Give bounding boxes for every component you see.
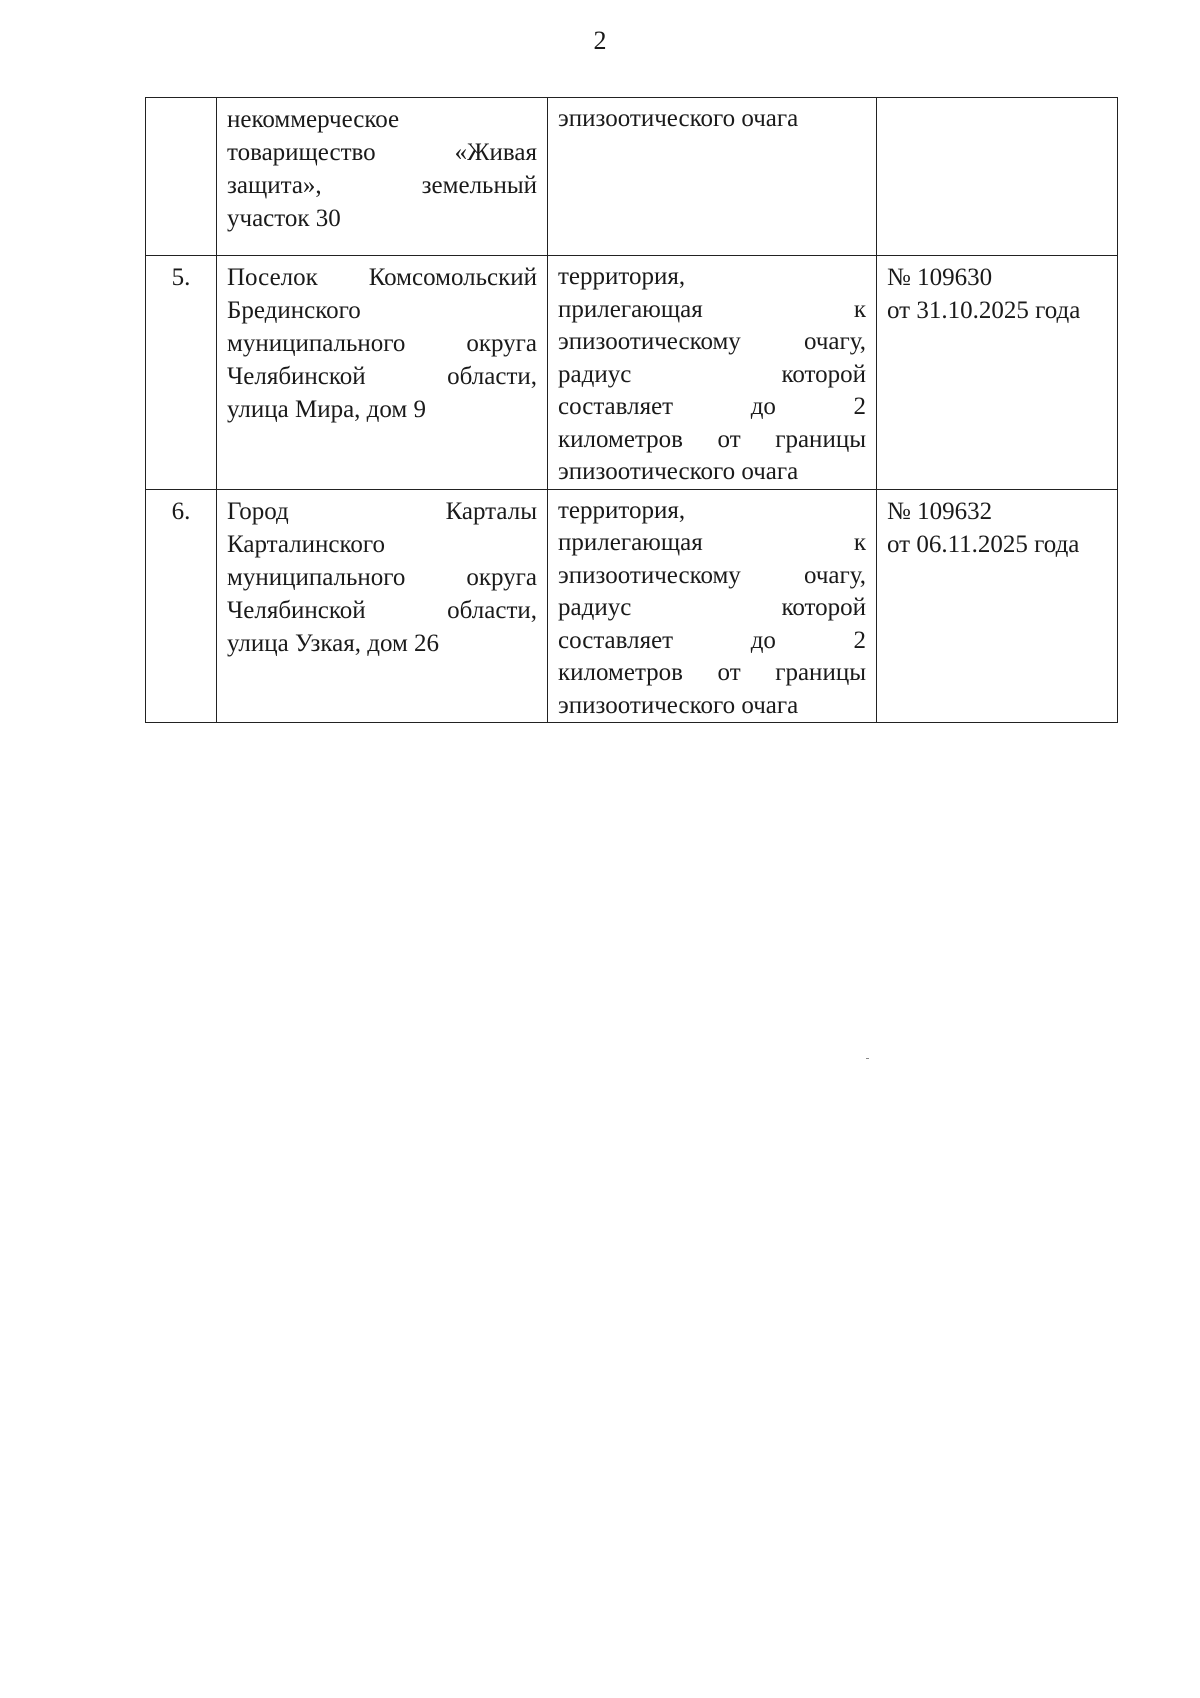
row-number <box>146 98 217 256</box>
territory-cell <box>548 489 877 723</box>
address-line: Поселок Комсомольский <box>227 264 537 291</box>
table-row <box>146 489 1118 723</box>
address-line: Брединского <box>227 297 361 324</box>
document-date: от 31.10.2025 года <box>887 297 1081 324</box>
territory-line: эпизоотического очага <box>558 691 799 719</box>
address-line: Карталинского <box>227 530 385 558</box>
address-line: товарищество «Живая <box>227 139 537 166</box>
table-row <box>146 256 1118 490</box>
address-cell <box>217 98 548 256</box>
territory-cell <box>548 256 877 490</box>
address-line: защита», земельный <box>227 172 537 199</box>
territory-line: километров от границы <box>558 425 866 453</box>
document-number: № 109632 <box>887 497 993 525</box>
page-number: 2 <box>593 26 607 55</box>
territory-line: радиус которой <box>558 594 866 621</box>
address-line: Челябинской области, <box>227 363 537 390</box>
document-cell <box>877 489 1118 723</box>
territory-line: эпизоотическому очагу, <box>558 561 866 589</box>
territory-line: составляет до 2 <box>558 393 866 420</box>
address-line: улица Мира, дом 9 <box>227 396 426 423</box>
territory-line: эпизоотического очага <box>558 458 799 485</box>
data-table <box>145 97 1118 723</box>
address-line: улица Узкая, дом 26 <box>227 629 440 657</box>
row-number: 5. <box>146 256 217 490</box>
address-cell <box>217 489 548 723</box>
territory-line: территория, <box>558 496 686 524</box>
territory-line: прилегающая к <box>558 529 866 556</box>
territory-line: эпизоотическому очагу, <box>558 328 866 355</box>
address-line: Челябинской области, <box>227 596 537 624</box>
document-cell <box>877 256 1118 490</box>
row-number: 6. <box>146 489 217 723</box>
territory-line: прилегающая к <box>558 295 866 323</box>
territory-line: территория, <box>558 263 686 290</box>
address-line: Город Карталы <box>227 497 537 525</box>
address-line: некоммерческое <box>227 106 400 133</box>
territory-line: составляет до 2 <box>558 626 866 654</box>
territory-line: эпизоотического очага <box>558 105 799 132</box>
territory-line: километров от границы <box>558 659 866 686</box>
address-cell <box>217 256 548 490</box>
document-number: № 109630 <box>887 264 993 291</box>
address-line: муниципального округа <box>227 563 537 591</box>
address-line: муниципального округа <box>227 330 537 357</box>
document-cell <box>877 98 1118 256</box>
table-row <box>146 98 1118 256</box>
address-line: участок 30 <box>227 205 341 232</box>
territory-line: радиус которой <box>558 360 866 388</box>
document-date: от 06.11.2025 года <box>887 530 1080 558</box>
territory-cell <box>548 98 877 256</box>
scan-speck <box>866 1058 869 1059</box>
